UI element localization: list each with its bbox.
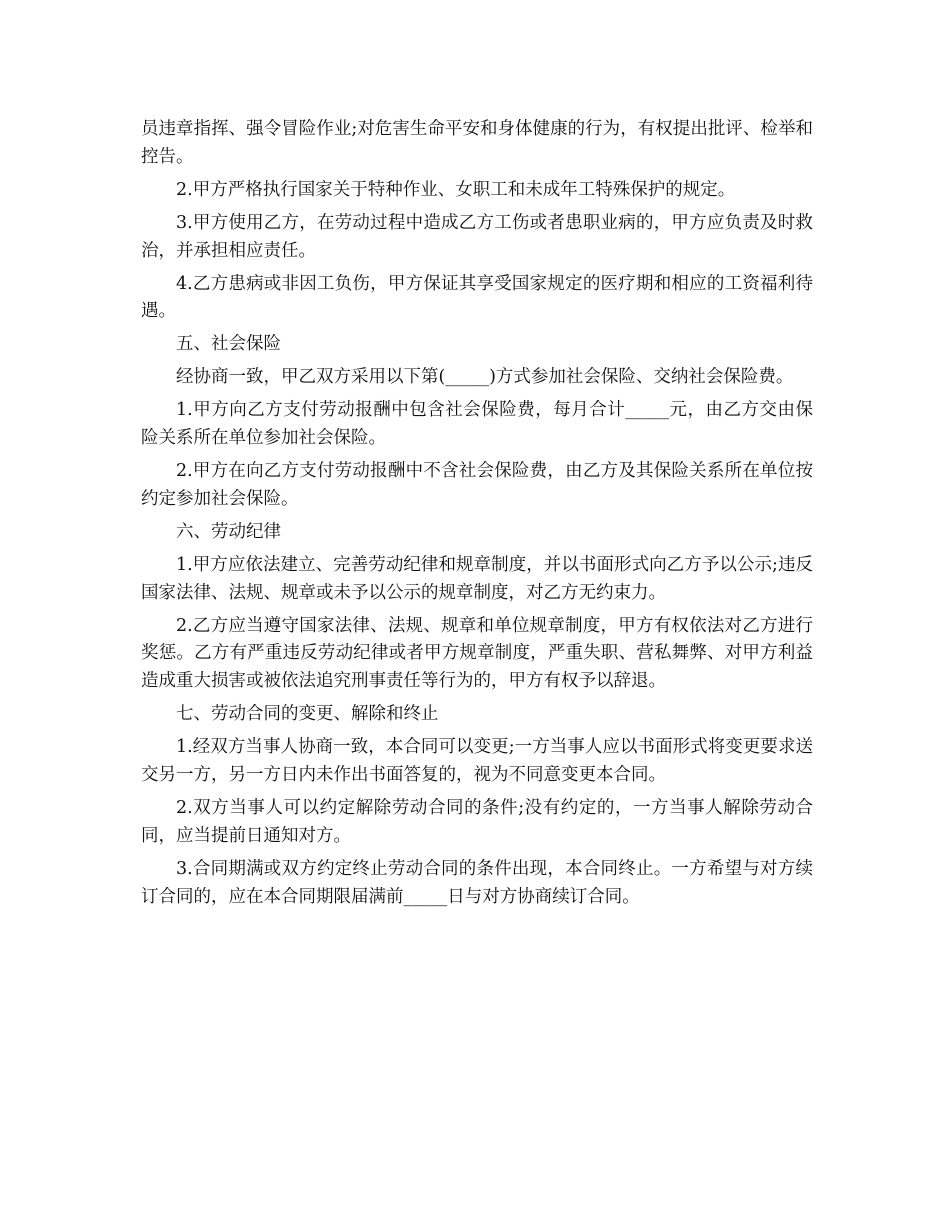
section-heading-contract-changes: 七、劳动合同的变更、解除和终止 xyxy=(176,704,439,725)
paragraph-clause-7-3: 3.合同期满或双方约定终止劳动合同的条件出现，本合同终止。一方希望与对方续订合同的，应在本合同期限届满前_____日与对方协商续订合同。 xyxy=(141,858,813,907)
paragraph-clause-5-2: 2.甲方在向乙方支付劳动报酬中不含社会保险费，由乙方及其保险关系所在单位按约定参加社会保险。 xyxy=(141,461,813,509)
paragraph-continuation: 员违章指挥、强令冒险作业;对危害生命平安和身体健康的行为，有权提出批评、检举和控告。 xyxy=(141,119,813,167)
paragraph-clause-4-2: 2.甲方严格执行国家关于特种作业、女职工和未成年工特殊保护的规定。 xyxy=(176,179,736,200)
paragraph-clause-7-1: 1.经双方当事人协商一致，本合同可以变更;一方当事人应以书面形式将变更要求送交另一方，另一方日内未作出书面答复的，视为不同意变更本合同。 xyxy=(141,737,813,785)
paragraph-social-insurance-intro: 经协商一致，甲乙双方采用以下第(_____)方式参加社会保险、交纳社会保险费。 xyxy=(176,367,794,388)
paragraph-clause-6-1: 1.甲方应依法建立、完善劳动纪律和规章制度，并以书面形式向乙方予以公示;违反国家法律、法规、规章或未予以公示的规章制度，对乙方无约束力。 xyxy=(141,554,813,603)
document-body xyxy=(141,116,813,917)
paragraph-clause-6-2: 2.乙方应当遵守国家法律、法规、规章和单位规章制度，甲方有权依法对乙方进行奖惩。乙方有严重违反劳动纪律或者甲方规章制度，严重失职、营私舞弊、对甲方利益造成重大损害或被依法追究刑事责任等行为的，甲方有权予以辞退。 xyxy=(141,615,813,692)
paragraph-clause-7-2: 2.双方当事人可以约定解除劳动合同的条件;没有约定的，一方当事人解除劳动合同，应当提前日通知对方。 xyxy=(141,797,813,846)
section-heading-labor-discipline: 六、劳动纪律 xyxy=(176,521,281,542)
paragraph-clause-4-3: 3.甲方使用乙方，在劳动过程中造成乙方工伤或者患职业病的，甲方应负责及时救治，并承担相应责任。 xyxy=(141,212,813,261)
section-heading-social-insurance: 五、社会保险 xyxy=(176,334,281,355)
paragraph-clause-4-4: 4.乙方患病或非因工负伤，甲方保证其享受国家规定的医疗期和相应的工资福利待遇。 xyxy=(141,273,813,322)
paragraph-clause-5-1: 1.甲方向乙方支付劳动报酬中包含社会保险费，每月合计_____元，由乙方交由保险关系所在单位参加社会保险。 xyxy=(141,400,813,449)
